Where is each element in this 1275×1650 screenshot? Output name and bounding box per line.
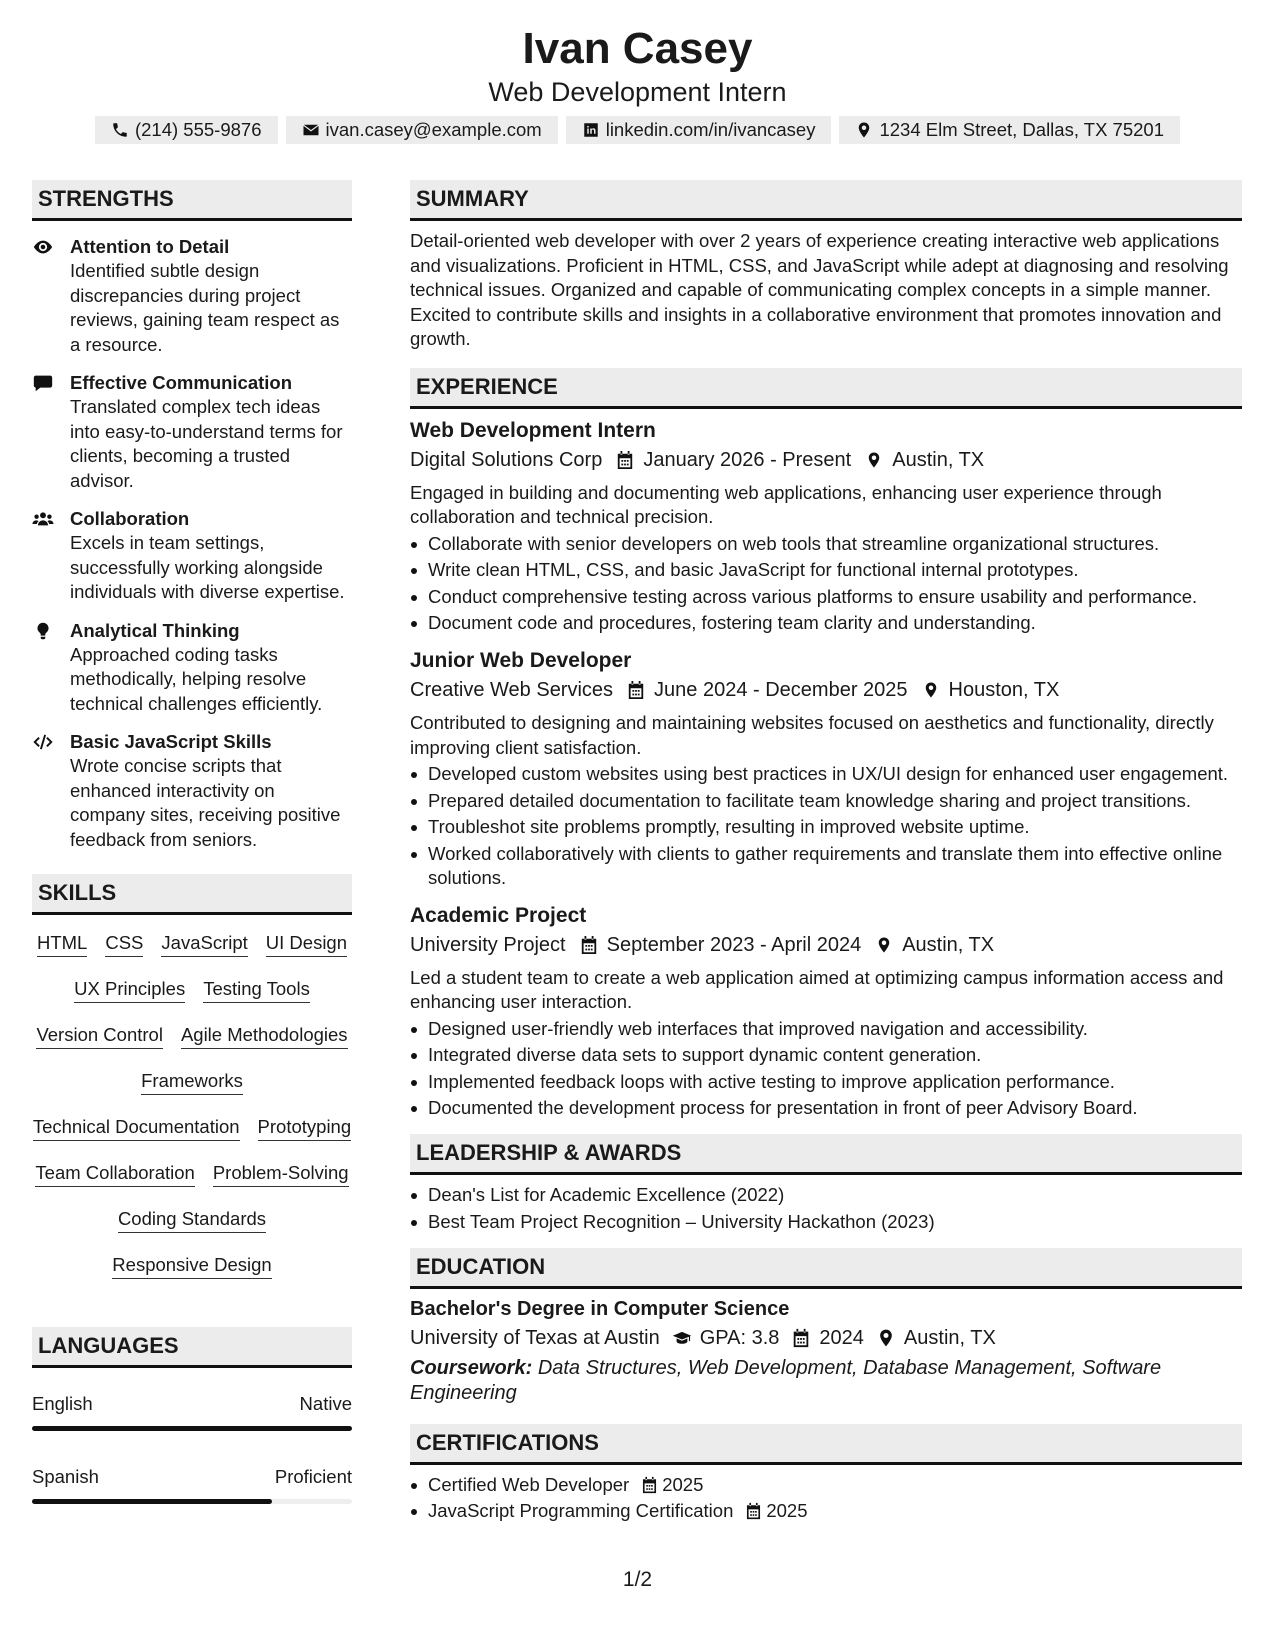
language-bar-fill (32, 1499, 272, 1504)
map-pin-icon (876, 1328, 896, 1348)
skill-tag: Version Control (36, 1023, 162, 1049)
job-bullet: Integrated diverse data sets to support dynamic content generation. (410, 1043, 1242, 1067)
job-entry (410, 902, 1242, 1121)
lightbulb-icon (32, 621, 54, 641)
speech-bubble-icon (32, 373, 54, 393)
calendar-icon (580, 935, 598, 955)
calendar-icon (641, 1476, 658, 1494)
coursework-text: Data Structures, Web Development, Database Management, Software Engineering (410, 1356, 1162, 1404)
candidate-title: Web Development Intern (488, 77, 787, 107)
job-description: Engaged in building and documenting web applications, enhancing user experience through collaboration and technical precision. (410, 481, 1162, 527)
job-title: Academic Project (410, 903, 587, 927)
certification-name: Certified Web Developer (428, 1473, 630, 1495)
strength-text: Identified subtle design discrepancies during project reviews, gaining team respect as a resource. (70, 260, 340, 355)
coursework (410, 1356, 1242, 1406)
job-meta (410, 445, 1242, 475)
strength-item (32, 235, 352, 357)
job-bullet: Collaborate with senior developers on web tools that streamline organizational structures. (410, 532, 1242, 556)
map-pin-icon (865, 450, 883, 470)
contact-email-text[interactable]: ivan.casey@example.com (325, 119, 542, 140)
language-level: Native (299, 1393, 352, 1414)
job-location: Austin, TX (892, 448, 985, 471)
certification-year: 2025 (662, 1473, 704, 1495)
linkedin-icon (582, 121, 600, 139)
language-item (32, 1465, 352, 1504)
job-bullets (410, 532, 1242, 636)
strength-item (32, 507, 352, 605)
language-bar (32, 1426, 352, 1431)
leadership-list (410, 1183, 1242, 1234)
strength-title: Attention to Detail (70, 236, 230, 257)
strength-title: Basic JavaScript Skills (70, 731, 272, 752)
left-column (32, 180, 352, 1504)
strengths-heading: STRENGTHS (32, 180, 352, 221)
job-entry (410, 417, 1242, 636)
eye-icon (32, 237, 54, 257)
map-pin-icon (875, 935, 893, 955)
job-title: Web Development Intern (410, 418, 656, 442)
language-name: Spanish (32, 1466, 99, 1487)
graduation-cap-icon (672, 1328, 692, 1348)
users-icon (32, 509, 54, 529)
skill-tag: Testing Tools (203, 977, 310, 1003)
job-bullet: Designed user-friendly web interfaces that improved navigation and accessibility. (410, 1017, 1242, 1041)
skill-tag: Agile Methodologies (181, 1023, 348, 1049)
job-bullet: Troubleshot site problems promptly, resulting in improved website uptime. (410, 815, 1242, 839)
school-name: University of Texas at Austin (410, 1326, 660, 1349)
phone-icon (111, 121, 129, 139)
job-dates: September 2023 - April 2024 (606, 933, 862, 956)
job-title: Junior Web Developer (410, 649, 632, 672)
strength-text: Approached coding tasks methodically, helping resolve technical challenges efficiently. (70, 643, 323, 714)
job-bullet: Prepared detailed documentation to facilitate team knowledge sharing and project transitions. (410, 789, 1242, 813)
skill-tag: Team Collaboration (35, 1161, 194, 1187)
language-name: English (32, 1393, 93, 1414)
coursework-label: Coursework: (410, 1356, 533, 1379)
code-icon (32, 732, 54, 752)
language-item (32, 1392, 352, 1431)
job-entry (410, 647, 1242, 890)
job-description: Contributed to designing and maintaining websites focused on aesthetics and functionality, directly improving client satisfaction. (410, 712, 1214, 758)
certification-item (410, 1499, 1242, 1523)
resume-header (0, 22, 1275, 144)
education-meta (410, 1323, 1242, 1353)
job-location: Houston, TX (948, 679, 1060, 701)
job-company: University Project (410, 933, 566, 956)
job-company: Creative Web Services (410, 679, 614, 701)
skill-tag: Technical Documentation (33, 1115, 240, 1141)
strength-item (32, 730, 352, 852)
skills-heading: SKILLS (32, 874, 352, 915)
certifications-heading: CERTIFICATIONS (410, 1424, 1242, 1465)
skill-tag: Coding Standards (118, 1207, 266, 1233)
strength-text: Excels in team settings, successfully working alongside individuals with diverse expertise. (70, 532, 345, 602)
calendar-icon (627, 680, 645, 700)
skill-tag: UI Design (266, 931, 347, 957)
summary-heading: SUMMARY (410, 180, 1242, 221)
calendar-icon (745, 1502, 762, 1520)
contact-phone-text: (214) 555-9876 (134, 119, 262, 140)
page-number: 1/2 (622, 1568, 653, 1591)
contact-bar (0, 116, 1275, 144)
contact-linkedin[interactable] (566, 116, 832, 144)
skills-list (32, 915, 352, 1279)
job-bullet: Worked collaboratively with clients to gather requirements and translate them into effective online solutions. (410, 842, 1242, 890)
contact-address (839, 116, 1180, 144)
contact-address-text: 1234 Elm Street, Dallas, TX 75201 (879, 119, 1164, 140)
language-level: Proficient (274, 1466, 352, 1487)
skill-tag: HTML (37, 931, 87, 957)
job-bullet: Implemented feedback loops with active testing to improve application performance. (410, 1070, 1242, 1094)
map-pin-icon (855, 121, 873, 139)
skill-tag: CSS (105, 931, 143, 957)
strength-title: Collaboration (70, 508, 190, 529)
strength-item (32, 619, 352, 717)
skill-tag: Prototyping (258, 1115, 352, 1141)
strength-title: Analytical Thinking (70, 619, 240, 641)
contact-phone (95, 116, 278, 144)
job-bullet: Developed custom websites using best practices in UX/UI design for enhanced user engagement. (410, 762, 1242, 786)
contact-linkedin-text[interactable]: linkedin.com/in/ivancasey (605, 119, 816, 140)
calendar-icon (616, 450, 634, 470)
degree-title: Bachelor's Degree in Computer Science (410, 1297, 790, 1320)
job-meta (410, 930, 1242, 960)
job-dates: June 2024 - December 2025 (654, 679, 908, 701)
language-bar-fill (32, 1426, 352, 1431)
certifications-list (410, 1473, 1242, 1524)
languages-heading: LANGUAGES (32, 1327, 352, 1368)
certification-year: 2025 (766, 1500, 808, 1521)
right-column (410, 180, 1242, 1526)
job-bullet: Documented the development process for presentation in front of peer Advisory Board. (410, 1096, 1242, 1120)
job-bullet: Write clean HTML, CSS, and basic JavaScript for functional internal prototypes. (410, 558, 1242, 582)
job-bullets (410, 762, 1242, 890)
candidate-name: Ivan Casey (522, 24, 753, 73)
gpa: GPA: 3.8 (699, 1326, 780, 1349)
strength-item (32, 371, 352, 493)
strength-text: Translated complex tech ideas into easy-to-understand terms for clients, becoming a trusted advisor. (70, 396, 343, 491)
skill-tag: Frameworks (141, 1069, 243, 1095)
award-item: Dean's List for Academic Excellence (2022) (410, 1183, 1242, 1207)
strength-text: Wrote concise scripts that enhanced interactivity on company sites, receiving positive feedback from seniors. (70, 755, 341, 850)
skill-tag: JavaScript (161, 931, 247, 957)
calendar-icon (791, 1328, 811, 1348)
certification-item (410, 1473, 1242, 1497)
skill-tag: Problem-Solving (213, 1161, 349, 1187)
job-bullet: Document code and procedures, fostering team clarity and understanding. (410, 611, 1242, 635)
skill-tag: Responsive Design (112, 1253, 271, 1279)
job-description: Led a student team to create a web application aimed at optimizing campus information access and enhancing user interaction. (410, 966, 1224, 1012)
experience-heading: EXPERIENCE (410, 368, 1242, 409)
contact-email[interactable] (286, 116, 558, 144)
skill-tag: UX Principles (74, 977, 185, 1003)
graduation-year: 2024 (819, 1326, 864, 1349)
award-item: Best Team Project Recognition – University Hackathon (2023) (410, 1210, 1242, 1234)
language-bar (32, 1499, 352, 1504)
education-heading: EDUCATION (410, 1248, 1242, 1289)
job-meta (410, 675, 1242, 705)
summary-text: Detail-oriented web developer with over 2 years of experience creating interactive web applications and visualizations. Proficient in HTML, CSS, and JavaScript while adept at diagnosing and resolving technical issues. Organized and capable of communicating complex concepts in a simple manner. Excited to contribute skills and insights in a collaborative environment that promotes innovation and growth. (410, 230, 1229, 349)
certification-name: JavaScript Programming Certification (428, 1500, 734, 1521)
envelope-icon (302, 121, 320, 139)
leadership-heading: LEADERSHIP & AWARDS (410, 1134, 1242, 1175)
map-pin-icon (922, 680, 940, 700)
job-location: Austin, TX (902, 933, 995, 956)
job-bullets (410, 1017, 1242, 1121)
education-location: Austin, TX (903, 1326, 996, 1349)
strength-title: Effective Communication (70, 372, 293, 393)
job-company: Digital Solutions Corp (410, 448, 603, 471)
job-bullet: Conduct comprehensive testing across various platforms to ensure usability and performance. (410, 585, 1242, 609)
job-dates: January 2026 - Present (643, 448, 852, 471)
